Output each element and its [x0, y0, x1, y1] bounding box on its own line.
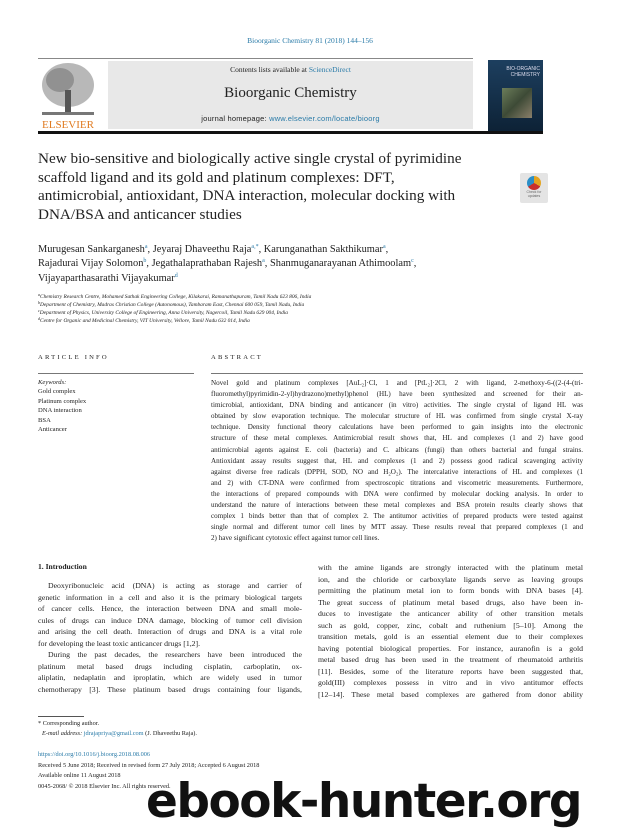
- text-line: for developing the least toxic anticancer drugs [1,2].: [38, 638, 201, 648]
- homepage-label: journal homepage:: [201, 114, 270, 123]
- author: [38, 258, 152, 269]
- article-info-heading: ARTICLE INFO: [38, 354, 109, 361]
- introduction-left-column: [38, 580, 302, 695]
- text-line: [12–14]. These metal based complexes are gathered from donor ability: [318, 689, 583, 699]
- affiliation: [38, 301, 578, 309]
- abstract-line: Antioxidant assay results suggest that, HL and complexes (1 and 2) possess good radical scavenging activity: [211, 456, 583, 465]
- text-line: aliplatin, nedaplatin and iproplatin, which are widely used in tumor: [38, 673, 302, 682]
- affiliation-marker: a: [144, 244, 148, 250]
- affiliation-marker: a: [262, 258, 265, 265]
- abstract-line: complex 1 binds better than that of complex 2. The antitumor activities of prepared products were tested against: [211, 512, 583, 521]
- author: [152, 258, 270, 269]
- abstract-line: technique. Density functional theory calculations have been performed to gain insights into the electronic: [211, 423, 583, 432]
- author-name: Karunganathan Sakthikumar: [263, 244, 383, 255]
- crossmark-icon: [527, 176, 541, 190]
- text-line: and arising the cell death. Interaction of drugs and DNA is a vital role: [38, 627, 302, 636]
- elsevier-logo: [38, 60, 98, 130]
- affiliation-marker: b: [143, 258, 147, 265]
- text-line: During the past decades, the researchers have been introduced the: [48, 650, 302, 659]
- text-line: having potential biological properties. For instance, auranofin is a gold: [318, 643, 583, 653]
- abstract-line: fluoromethyl)pyrimidin-2-yl)hydrazono)methyl)phenol (HL) have been synthesized and screened for their an-: [211, 390, 583, 399]
- sciencedirect-link[interactable]: ScienceDirect: [308, 65, 351, 74]
- text-line: Deoxyribonucleic acid (DNA) is acting as storage and carrier of: [48, 581, 302, 590]
- author-name: Murugesan Sankarganesh: [38, 244, 145, 255]
- doi-link[interactable]: https://doi.org/10.1016/j.bioorg.2018.08.006: [38, 751, 151, 758]
- author-separator: ,: [147, 244, 153, 255]
- text-line: transition metals, gold is an essential element due to their complexes: [318, 632, 583, 641]
- text-line: of cancer cells. Hence, the interaction between DNA and small mole-: [38, 604, 302, 613]
- email-link[interactable]: jdrajapriya@gmail.com: [83, 730, 144, 737]
- header-divider: [38, 131, 543, 134]
- keyword: DNA interaction: [38, 407, 82, 415]
- email-label: E-mail address:: [42, 730, 84, 737]
- author: [264, 244, 388, 255]
- abstract-line: understand the nature of interactions between these metal complexes and BSA protein results clearly shows that: [211, 501, 583, 510]
- available-online-date: Available online 11 August 2018: [38, 772, 121, 780]
- abstract-heading: ABSTRACT: [211, 354, 264, 361]
- homepage-line: [108, 114, 473, 123]
- email-line: [38, 729, 197, 739]
- author: [270, 258, 416, 269]
- author: [38, 244, 153, 255]
- text-line: with the amine ligands are strongly interacted with the platinum metal: [318, 563, 583, 572]
- affiliation-text: Department of Physics, University College of Engineering, Anna University, Nagercoil, Tamil Nadu 629 004, India: [39, 310, 288, 316]
- affiliation: [38, 309, 578, 317]
- affiliation-marker: d: [38, 316, 40, 321]
- abstract-line: Novel gold and platinum complexes [AuL₂]·Cl, 1 and [PtL₂]·2Cl, 2 with ligand, 2-methoxy-6-((2-(4-(tri-: [211, 379, 583, 387]
- affiliation-text: Centre for Organic and Medicinal Chemistry, VIT University, Vellore, Tamil Nadu 632 014, India: [40, 318, 250, 324]
- keywords-section: [38, 378, 86, 434]
- journal-reference-link[interactable]: Bioorganic Chemistry 81 (2018) 144–156: [247, 36, 373, 45]
- author-name: Jeyaraj Dhaveethu Raja: [152, 244, 252, 255]
- author-name: Rajadurai Vijay Solomon: [38, 258, 144, 270]
- affiliation: [38, 317, 578, 325]
- corresponding-author-note: * Corresponding author.: [38, 720, 100, 727]
- watermark: ebook-hunter.org: [146, 774, 582, 829]
- text-line: genetic information in a cell and also it is the primary biological targets: [38, 592, 302, 602]
- text-line: cules of drugs can induce DNA damage, blocking of tumor cell division: [38, 615, 302, 625]
- journal-cover-image: [488, 60, 543, 131]
- text-line: The great success of platinum metal based drugs, also have been in-: [318, 597, 583, 607]
- text-line: permitting the platinum metal ion to form bonds with DNA bases [4].: [318, 586, 583, 595]
- abstract-line: and 2) with CT-DNA were confirmed from spectroscopic titrations and viscometric measurements. Furthermore,: [211, 478, 583, 487]
- author: [38, 273, 178, 284]
- homepage-link[interactable]: www.elsevier.com/locate/bioorg: [269, 114, 380, 123]
- affiliation-marker: a,*: [251, 244, 259, 250]
- divider: [211, 373, 583, 374]
- journal-header-box: [108, 61, 473, 129]
- author-separator: ,: [413, 258, 417, 270]
- keyword: BSA: [38, 416, 51, 424]
- author-separator: ,: [258, 244, 264, 255]
- copyright-notice: 0045-2068/ © 2018 Elsevier Inc. All rights reserved.: [38, 782, 171, 790]
- abstract-line: structure of these metal complexes. Antimicrobial result shows that, HL and complexes (1 and 2) have good: [211, 434, 583, 443]
- text-line: duces to investigate the anticancer ability of other transition metals: [318, 609, 583, 618]
- text-line: ion, and the chloride or carboxylate ligands serve as leaving groups: [318, 574, 583, 584]
- author-separator: ,: [264, 258, 270, 270]
- received-dates: Received 5 June 2018; Received in revised form 27 July 2018; Accepted 6 August 2018: [38, 761, 260, 769]
- footnotes: [38, 719, 197, 739]
- abstract-line: the interactions of prepared compounds with DNA were confirmed by molecular docking analysis. In order to: [211, 489, 583, 498]
- keyword: Gold complex: [38, 388, 76, 396]
- affiliation-marker: a: [382, 244, 386, 250]
- affiliation: [38, 293, 578, 301]
- elsevier-tree-icon: [38, 60, 98, 130]
- article-title: New bio-sensitive and biologically active single crystal of pyrimidine scaffold ligand and its gold and platinum complexes: DFT, antimicrobial, antioxidant, DNA interaction, molecular docking with DNA/BSA and anticancer studies: [38, 150, 462, 223]
- publisher-logo-text: ELSEVIER: [42, 119, 94, 130]
- contents-line: [108, 65, 473, 74]
- footnote-divider: [38, 716, 84, 717]
- author-separator: ,: [385, 244, 389, 255]
- affiliation-text: Chemistry Research Centre, Mohamed Sathak Engineering College, Kilakarai, Ramanathapuram, Tamil Nadu 623 806, India: [40, 294, 312, 300]
- introduction-right-column: [318, 562, 583, 700]
- keyword: Platinum complex: [38, 397, 87, 405]
- affiliation-list: [38, 293, 578, 325]
- email-owner: (J. Dhaveethu Raja).: [143, 730, 197, 737]
- divider: [38, 373, 194, 374]
- cover-title: BIO-ORGANIC CHEMISTRY: [506, 66, 540, 78]
- affiliation-marker: d: [174, 272, 178, 279]
- text-line: gold(III) complexes possess in vitro and in vivo antitumor effects: [318, 678, 583, 687]
- affiliation-marker: c: [411, 258, 414, 265]
- affiliation-marker: a: [38, 292, 40, 297]
- abstract-line: 2) have significant cytotoxic effect against tumor cell lines.: [211, 534, 380, 543]
- abstract-line: single normal and different tumor cell lines by MTT assay. These results reveal that prepared complexes (1 and: [211, 523, 583, 532]
- contents-label: Contents lists available at: [230, 65, 309, 74]
- text-line: [11]. Besides, some of the literature reports have been suggested that,: [318, 666, 583, 676]
- journal-name: Bioorganic Chemistry: [224, 85, 357, 101]
- keyword: Anticancer: [38, 426, 67, 434]
- affiliation-text: Department of Chemistry, Madras Christian College (Autonomous), Tambaram East, Chennai 600 059, Tamil Nadu, India: [40, 302, 305, 308]
- author-list: [38, 243, 558, 286]
- check-for-updates-button[interactable]: [520, 173, 548, 203]
- affiliation-marker: b: [38, 300, 40, 305]
- introduction-heading: 1. Introduction: [38, 562, 87, 571]
- author-name: Jegathalaprathaban Rajesh: [151, 258, 263, 270]
- abstract-line: obtained by slow evaporation technique. The molecular structure of HL was confirmed from single crystal X-ray: [211, 412, 583, 421]
- text-line: metal based drug has been used in the treatment of rheumatoid arthritis: [318, 655, 583, 664]
- author-separator: ,: [146, 258, 152, 270]
- crossmark-label: Check for updates: [526, 190, 542, 198]
- author-name: Shanmuganarayanan Athimoolam: [269, 258, 412, 270]
- author-name: Vijayaparthasarathi Vijayakumar: [38, 272, 175, 284]
- abstract-body: [211, 378, 583, 544]
- abstract-line: timicrobial, antioxidant, DNA binding and anticancer (in vitro) activities. The single crystal of ligand HL was: [211, 401, 583, 410]
- divider: [38, 58, 473, 59]
- keywords-label: Keywords:: [38, 379, 67, 386]
- affiliation-marker: c: [38, 308, 40, 313]
- abstract-line: antimicrobial agents against E. coli (bacteria) and C. albicans (fungi) than others bacterial and fungal strains.: [211, 445, 583, 454]
- author: [153, 244, 264, 255]
- text-line: such as gold, copper, zinc, cobalt and ruthenium [5–10]. Among the: [318, 620, 583, 630]
- text-line: chemotherapy [3]. These platinum based drugs containing four ligands,: [38, 684, 302, 694]
- cover-illustration: [502, 88, 532, 118]
- abstract-line: against diverse free radicals (DPPH, SOD, NO and H₂O₂). The intercalative interactions of HL and complexes (1: [211, 467, 583, 476]
- text-line: platinum metal based drugs including cisplatin, carboplatin, ox-: [38, 661, 302, 671]
